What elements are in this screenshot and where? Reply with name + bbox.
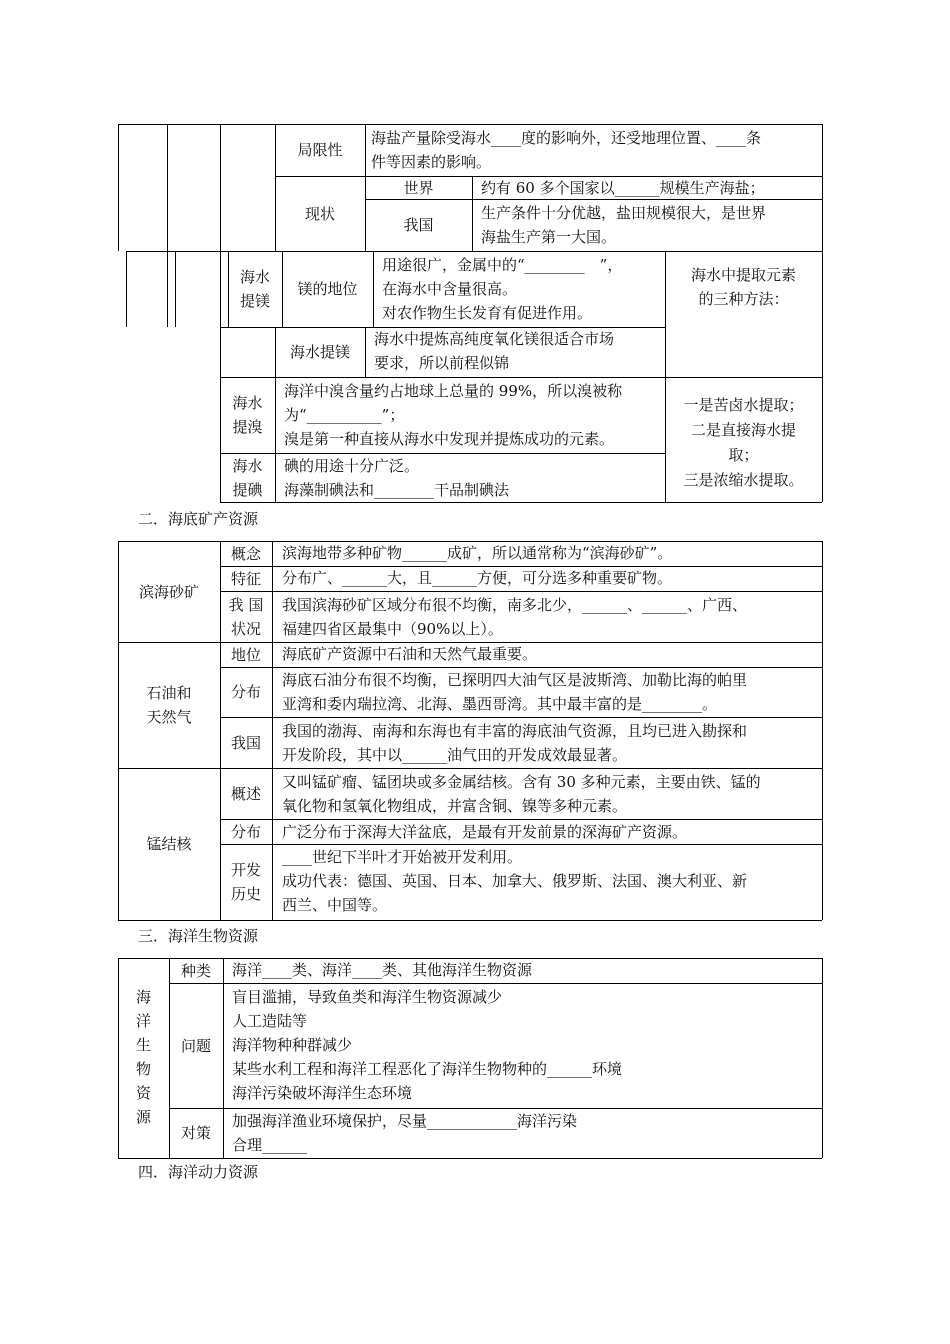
list-item: 某些水利工程和海洋工程恶化了海洋生物物种的______环境 <box>232 1060 623 1078</box>
list-item: 盲目滥捕，导致鱼类和海洋生物资源减少 <box>232 988 503 1006</box>
kind-text: 海洋____类、海洋____类、其他海洋生物资源 <box>232 961 533 979</box>
salt-limitation-label: 局限性 <box>297 141 343 159</box>
history-label: 开发 历史 <box>230 861 261 903</box>
methods-title: 海水中提取元素 的三种方法： <box>690 266 796 308</box>
i-text: 碘的用途十分广泛。 海藻制碘法和________干品制碘法 <box>284 457 510 499</box>
kind-label: 种类 <box>180 961 211 980</box>
dist-label: 分布 <box>230 683 261 701</box>
oil-china-text: 我国的渤海、南海和东海也有丰富的海底油气资源，且均已进入勘探和 开发阶段，其中以______油气田的开发成效最显著。 <box>282 722 748 764</box>
china-status-text: 我国滨海砂矿区域分布很不均衡，南多北少，______、______、广西、 福建四省区最集中（90%以上）。 <box>282 596 748 638</box>
problem-list <box>232 985 821 1105</box>
history-text: ____世纪下半叶才开始被开发利用。 成功代表：德国、英国、日本、加拿大、俄罗斯、法国、澳大利亚、新 西兰、中国等。 <box>282 848 748 914</box>
concept-text: 滨海地带多种矿物______成矿，所以通常称为“滨海砂矿”。 <box>282 544 673 562</box>
mg-label: 海水 提镁 <box>239 268 270 310</box>
salt-status-label: 现状 <box>304 204 335 223</box>
i-label: 海水 提碘 <box>232 456 263 499</box>
dist-text: 海底石油分布很不均衡，已探明四大油气区是波斯湾、加勒比海的帕里 亚湾和委内瑞拉湾、北海、墨西哥湾。其中最丰富的是________。 <box>282 671 748 713</box>
concept-label: 概念 <box>230 544 261 563</box>
list-item: 海洋污染破坏海洋生态环境 <box>232 1084 413 1102</box>
feature-text: 分布广、______大，且______方便，可分选多种重要矿物。 <box>282 569 673 587</box>
mn-nodule-label: 锰结核 <box>146 835 192 853</box>
list-item: 海洋物种种群减少 <box>232 1036 353 1054</box>
methods-list: 一是苦卤水提取； 二是直接海水提 取； 三是浓缩水提取。 <box>683 396 804 489</box>
sand-label: 滨海砂矿 <box>138 582 199 601</box>
section4-heading: 四．海洋动力资源 <box>138 1163 259 1181</box>
bio-resource-label: 海 洋 生 物 资 源 <box>135 988 151 1126</box>
measure-text: 加强海洋渔业环境保护，尽量____________海洋污染 合理______ <box>232 1112 578 1154</box>
mg-status-text: 用途很广，金属中的“________ ”， 在海水中含量很高。 对农作物生长发育有促进作用。 <box>382 256 623 322</box>
salt-limitation-text: 海盐产量除受海水____度的影响外，还受地理位置、____条 件等因素的影响。 <box>371 129 762 171</box>
china-label: 我国 <box>403 216 434 234</box>
oil-china-label: 我国 <box>230 733 261 752</box>
china-text: 生产条件十分优越，盐田规模很大，是世界 海盐生产第一大国。 <box>481 204 767 246</box>
section3-heading: 三．海洋生物资源 <box>138 927 259 945</box>
br-label: 海水 提溴 <box>232 394 263 436</box>
measure-label: 对策 <box>180 1124 211 1142</box>
list-item: 人工造陆等 <box>232 1012 308 1030</box>
problem-label: 问题 <box>180 1036 211 1055</box>
mn-dist-text: 广泛分布于深海大洋盆底，是最有开发前景的深海矿产资源。 <box>282 823 688 841</box>
mg-extract-label: 海水提镁 <box>289 343 350 361</box>
mg-extract-text: 海水中提炼高纯度氧化镁很适合市场 要求，所以前程似锦 <box>374 330 615 372</box>
position-label: 地位 <box>230 645 261 664</box>
feature-label: 特征 <box>230 569 261 588</box>
section2-heading: 二．海底矿产资源 <box>138 510 259 528</box>
oil-gas-label: 石油和 天然气 <box>146 684 192 726</box>
world-text: 约有 60 多个国家以______规模生产海盐； <box>481 179 765 197</box>
mg-status-label: 镁的地位 <box>297 280 358 298</box>
mn-dist-label: 分布 <box>230 822 261 841</box>
position-text: 海底矿产资源中石油和天然气最重要。 <box>282 645 538 663</box>
br-text: 海洋中溴含量约占地球上总量的 99%，所以溴被称 为“__________”； 溴是第一种直接从海水中发现并提炼成功的元素。 <box>284 382 623 448</box>
world-label: 世界 <box>403 178 434 197</box>
china-status-label: 我 国 状况 <box>228 595 264 638</box>
overview-text: 又叫锰矿瘤、锰团块或多金属结核。含有 30 多种元素，主要由铁、锰的 氧化物和氢氧化物组成，并富含铜、镍等多种元素。 <box>282 773 761 815</box>
overview-label: 概述 <box>230 784 261 803</box>
